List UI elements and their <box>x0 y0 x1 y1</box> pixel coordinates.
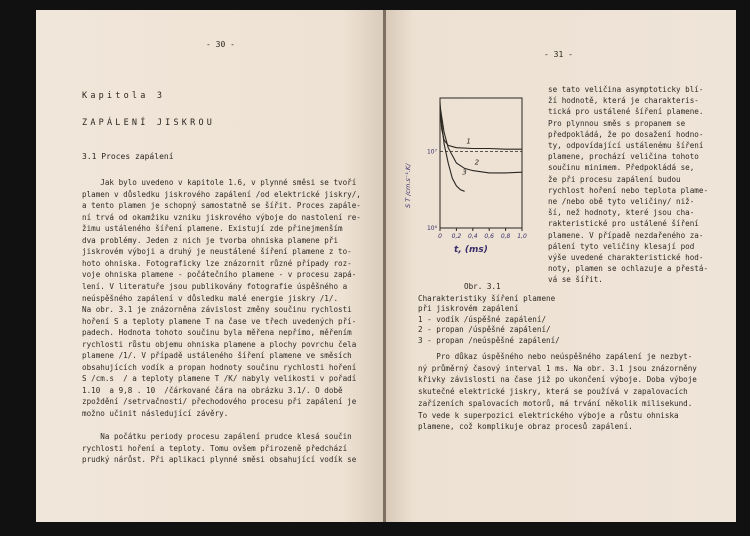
text-line: plamene. V případě nezdařeného za- <box>548 230 704 240</box>
series-line <box>440 102 522 149</box>
text-line: a tento plamen je schopný samostatně se šířit. Proces zapále- <box>82 201 361 211</box>
text-line: To vede k superpozici elektrického výboje a růstu ohniska <box>418 410 679 420</box>
text-line: plamene, což komplikuje obraz procesů zapálení. <box>418 422 633 432</box>
series-line <box>440 106 522 173</box>
text-line: Charakteristiky šíření plamene <box>418 294 556 303</box>
text-line: lení. V literatuře jsou publikovány fotografie úspěšného a <box>82 281 348 291</box>
text-line: 1.10 a 9,8 . 10 /čárkované čára na obrázku 3.1/. O době <box>82 385 343 395</box>
series-label: 1 <box>466 137 471 146</box>
section-heading: 3.1 Proces zapálení <box>82 152 174 161</box>
text-line: tická pro ustálené šíření plamene. <box>548 107 704 117</box>
text-line: výše uvedené charakteristické hod- <box>548 253 704 262</box>
x-tick-label: 1,0 <box>517 233 527 240</box>
text-line: voje ohniska plamene - počátečního plamene - v procesu zapá- <box>82 270 357 280</box>
text-line: 2 - propan /úspěšné zapálení/ <box>418 325 551 335</box>
text-line: že při procesu zapálení budou <box>548 174 681 184</box>
text-line: rychlosti růstu objemu ohniska plamene a plochy povrchu čela <box>82 339 357 349</box>
figure-caption: Obr. 3.1 <box>464 282 501 291</box>
text-line: neúspěšného zapálení v důsledku malé energie jiskry /1/. <box>82 293 339 303</box>
text-line: možno učinit následující závěry. <box>82 409 229 418</box>
text-line: hoto ohniska. Fotograficky lze znázornit různé případy roz- <box>82 258 352 268</box>
chapter-heading: Kapitola 3 <box>82 91 166 101</box>
text-line: předpokládá, že po dosažení hodno- <box>548 129 704 139</box>
text-line: křivky závislosti na čase již po ukončení výboje. Doba výboje <box>418 375 697 385</box>
text-line: padech. Hodnota tohoto součinu byla měřena nepřímo, měřením <box>82 328 352 338</box>
text-line: Na počátku periody procesu zapálení prudce klesá součin <box>82 432 352 442</box>
text-line: 3 - propan /neúspěšné zapálení/ <box>418 335 560 345</box>
text-line: rychlost hoření nebo teplota plame- <box>548 185 709 195</box>
text-line: zpoždění /setrvačnosti/ přechodového procesu při zapálení je <box>82 397 357 407</box>
text-line: plamene /1/. V případě ustáleného šíření plamene ve směsích <box>82 351 352 361</box>
text-line: plamen v důsledku jiskrového zapálení /od elektrické jiskry/, <box>82 189 361 199</box>
text-line: žimu ustáleného šíření plamene. Existují zde přinejmenším <box>82 224 343 234</box>
text-line: plamene, prochází veličina tohoto <box>548 152 699 162</box>
text-line: při jiskrovém zapálení <box>418 304 519 314</box>
text-line: dva problémy. Jeden z nich je tvorba ohniska plamene při <box>82 235 339 245</box>
page-number: - 30 - <box>206 40 235 49</box>
text-line: ty, odpovídající ustálenému šíření <box>548 141 704 150</box>
figure-chart <box>400 84 560 264</box>
x-tick-label: 0,6 <box>484 233 494 240</box>
text-line: S /cm.s / a teploty plamene T /K/ nabyly velikosti v pořadí <box>82 374 357 384</box>
text-line: ní trvá od okamžiku vzniku jiskrového výboje do nastolení re- <box>82 212 361 222</box>
text-line: ší, než hodnoty, které jsou cha- <box>548 208 695 218</box>
x-tick-label: 0,8 <box>500 233 511 240</box>
y-tick-label: 10⁷ <box>426 148 437 156</box>
y-axis-label: S T /cm.s⁻¹.K/ <box>404 163 412 208</box>
text-line: Pro plynnou směs s propanem se <box>548 118 686 128</box>
text-line: ží hodnotě, která je charakteris- <box>548 96 699 106</box>
chapter-title: ZAPÁLENÍ JISKROU <box>82 118 216 128</box>
text-line: Jak bylo uvedeno v kapitole 1.6, v plynné směsi se tvoří <box>82 178 357 187</box>
text-line: ne /nebo obě tyto veličiny/ niž- <box>548 197 695 206</box>
chart-frame <box>440 98 522 228</box>
text-line: rychlosti hoření a teploty. Tomu ovšem přirozeně předchází <box>82 443 348 453</box>
series-label: 3 <box>462 168 467 177</box>
x-axis-label: t, (ms) <box>454 245 488 255</box>
x-tick-label: 0,2 <box>451 233 462 240</box>
text-line: ný průměrný časový interval 1 ms. Na obr. 3.1 jsou znázorněny <box>418 363 697 373</box>
text-line: pálení tyto veličiny klesají pod <box>548 241 695 251</box>
x-tick-label: 0 <box>438 233 442 240</box>
text-line: skutečné elektrické jiskry, která se používá v zapalovacích <box>418 387 688 397</box>
text-line: 1 - vodík /úspěšné zapálení/ <box>418 314 547 324</box>
text-line: jiskrovém výboji a druhý je neustálené šíření plamene z to- <box>82 247 352 257</box>
text-line: obsahujících vodík a propan hodnoty součinu rychlosti hoření <box>82 362 357 372</box>
text-line: vá se šířit. <box>548 275 603 285</box>
x-tick-label: 0,4 <box>468 233 478 240</box>
text-line: Pro důkaz úspěšného nebo neúspěšného zapálení je nezbyt- <box>418 352 693 361</box>
right-page <box>386 10 736 522</box>
text-line: noty, plamen se ochlazuje a přestá- <box>548 264 709 274</box>
text-line: Na obr. 3.1 je znázorněna závislost změny součinu rychlosti <box>82 305 352 315</box>
text-line: se tato veličina asymptoticky blí- <box>548 85 704 94</box>
text-line: zařízeních spalovacích motorů, má trvání několik milisekund. <box>418 398 693 408</box>
series-label: 2 <box>474 158 480 167</box>
text-line: rakteristické pro ustálené šíření <box>548 219 699 229</box>
text-line: prudký nárůst. Při aplikaci plynné směsi obsahující vodík se <box>82 455 357 465</box>
series-line <box>440 110 465 192</box>
page-number: - 31 - <box>544 50 573 59</box>
left-page <box>36 10 385 522</box>
text-line: hoření S a teploty plamene T na čase ve třech uvedených pří- <box>82 316 357 326</box>
text-line: součinu minimem. Předpokládá se, <box>548 163 695 173</box>
y-tick-label: 10⁶ <box>426 225 437 232</box>
